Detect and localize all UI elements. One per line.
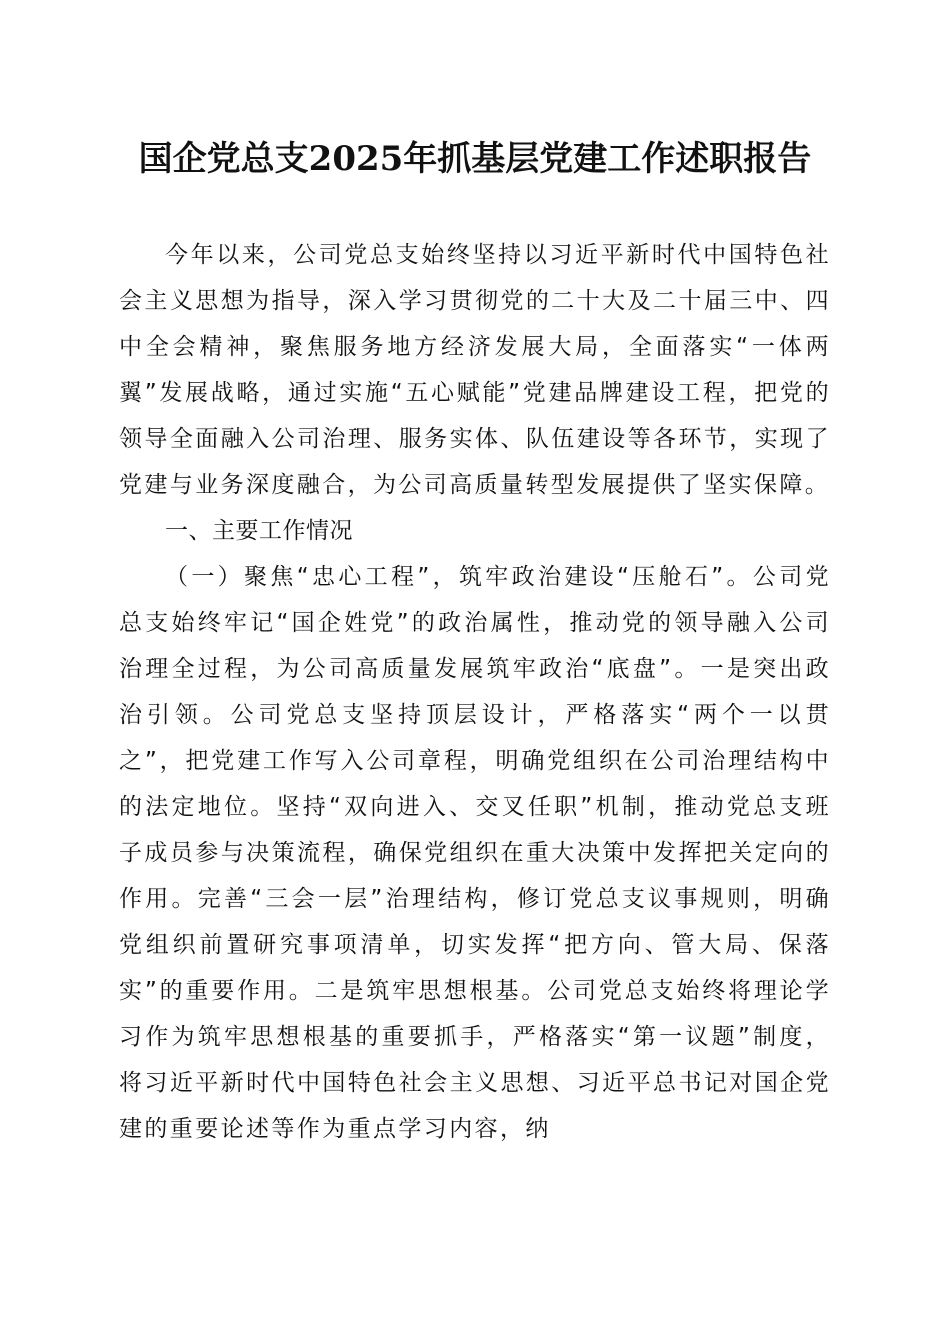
document-body [119,232,831,1152]
section-heading: 一、主要工作情况 [165,518,353,544]
document-title: 国企党总支2025年抓基层党建工作述职报告 [138,139,812,179]
subsection-paragraph: （一）聚焦“忠心工程”，筑牢政治建设“压舱石”。公司党总支始终牢记“国企姓党”的政治属性，推动党的领导融入公司治理全过程，为公司高质量发展筑牢政治“底盘”。一是突出政治引领。公司党总支坚持顶层设计，严格落实“两个一以贯之”，把党建工作写入公司章程，明确党组织在公司治理结构中的法定地位。坚持“双向进入、交叉任职”机制，推动党总支班子成员参与决策流程，确保党组织在重大决策中发挥把关定向的作用。完善“三会一层”治理结构，修订党总支议事规则，明确党组织前置研究事项清单，切实发挥“把方向、管大局、保落实”的重要作用。二是筑牢思想根基。公司党总支始终将理论学习作为筑牢思想根基的重要抓手，严格落实“第一议题”制度，将习近平新时代中国特色社会主义思想、习近平总书记对国企党建的重要论述等作为重点学习内容，纳 [119,564,831,1142]
intro-paragraph: 今年以来，公司党总支始终坚持以习近平新时代中国特色社会主义思想为指导，深入学习贯彻党的二十大及二十届三中、四中全会精神，聚焦服务地方经济发展大局，全面落实“一体两翼”发展战略，通过实施“五心赋能”党建品牌建设工程，把党的领导全面融入公司治理、服务实体、队伍建设等各环节，实现了党建与业务深度融合，为公司高质量转型发展提供了坚实保障。 [119,242,831,498]
